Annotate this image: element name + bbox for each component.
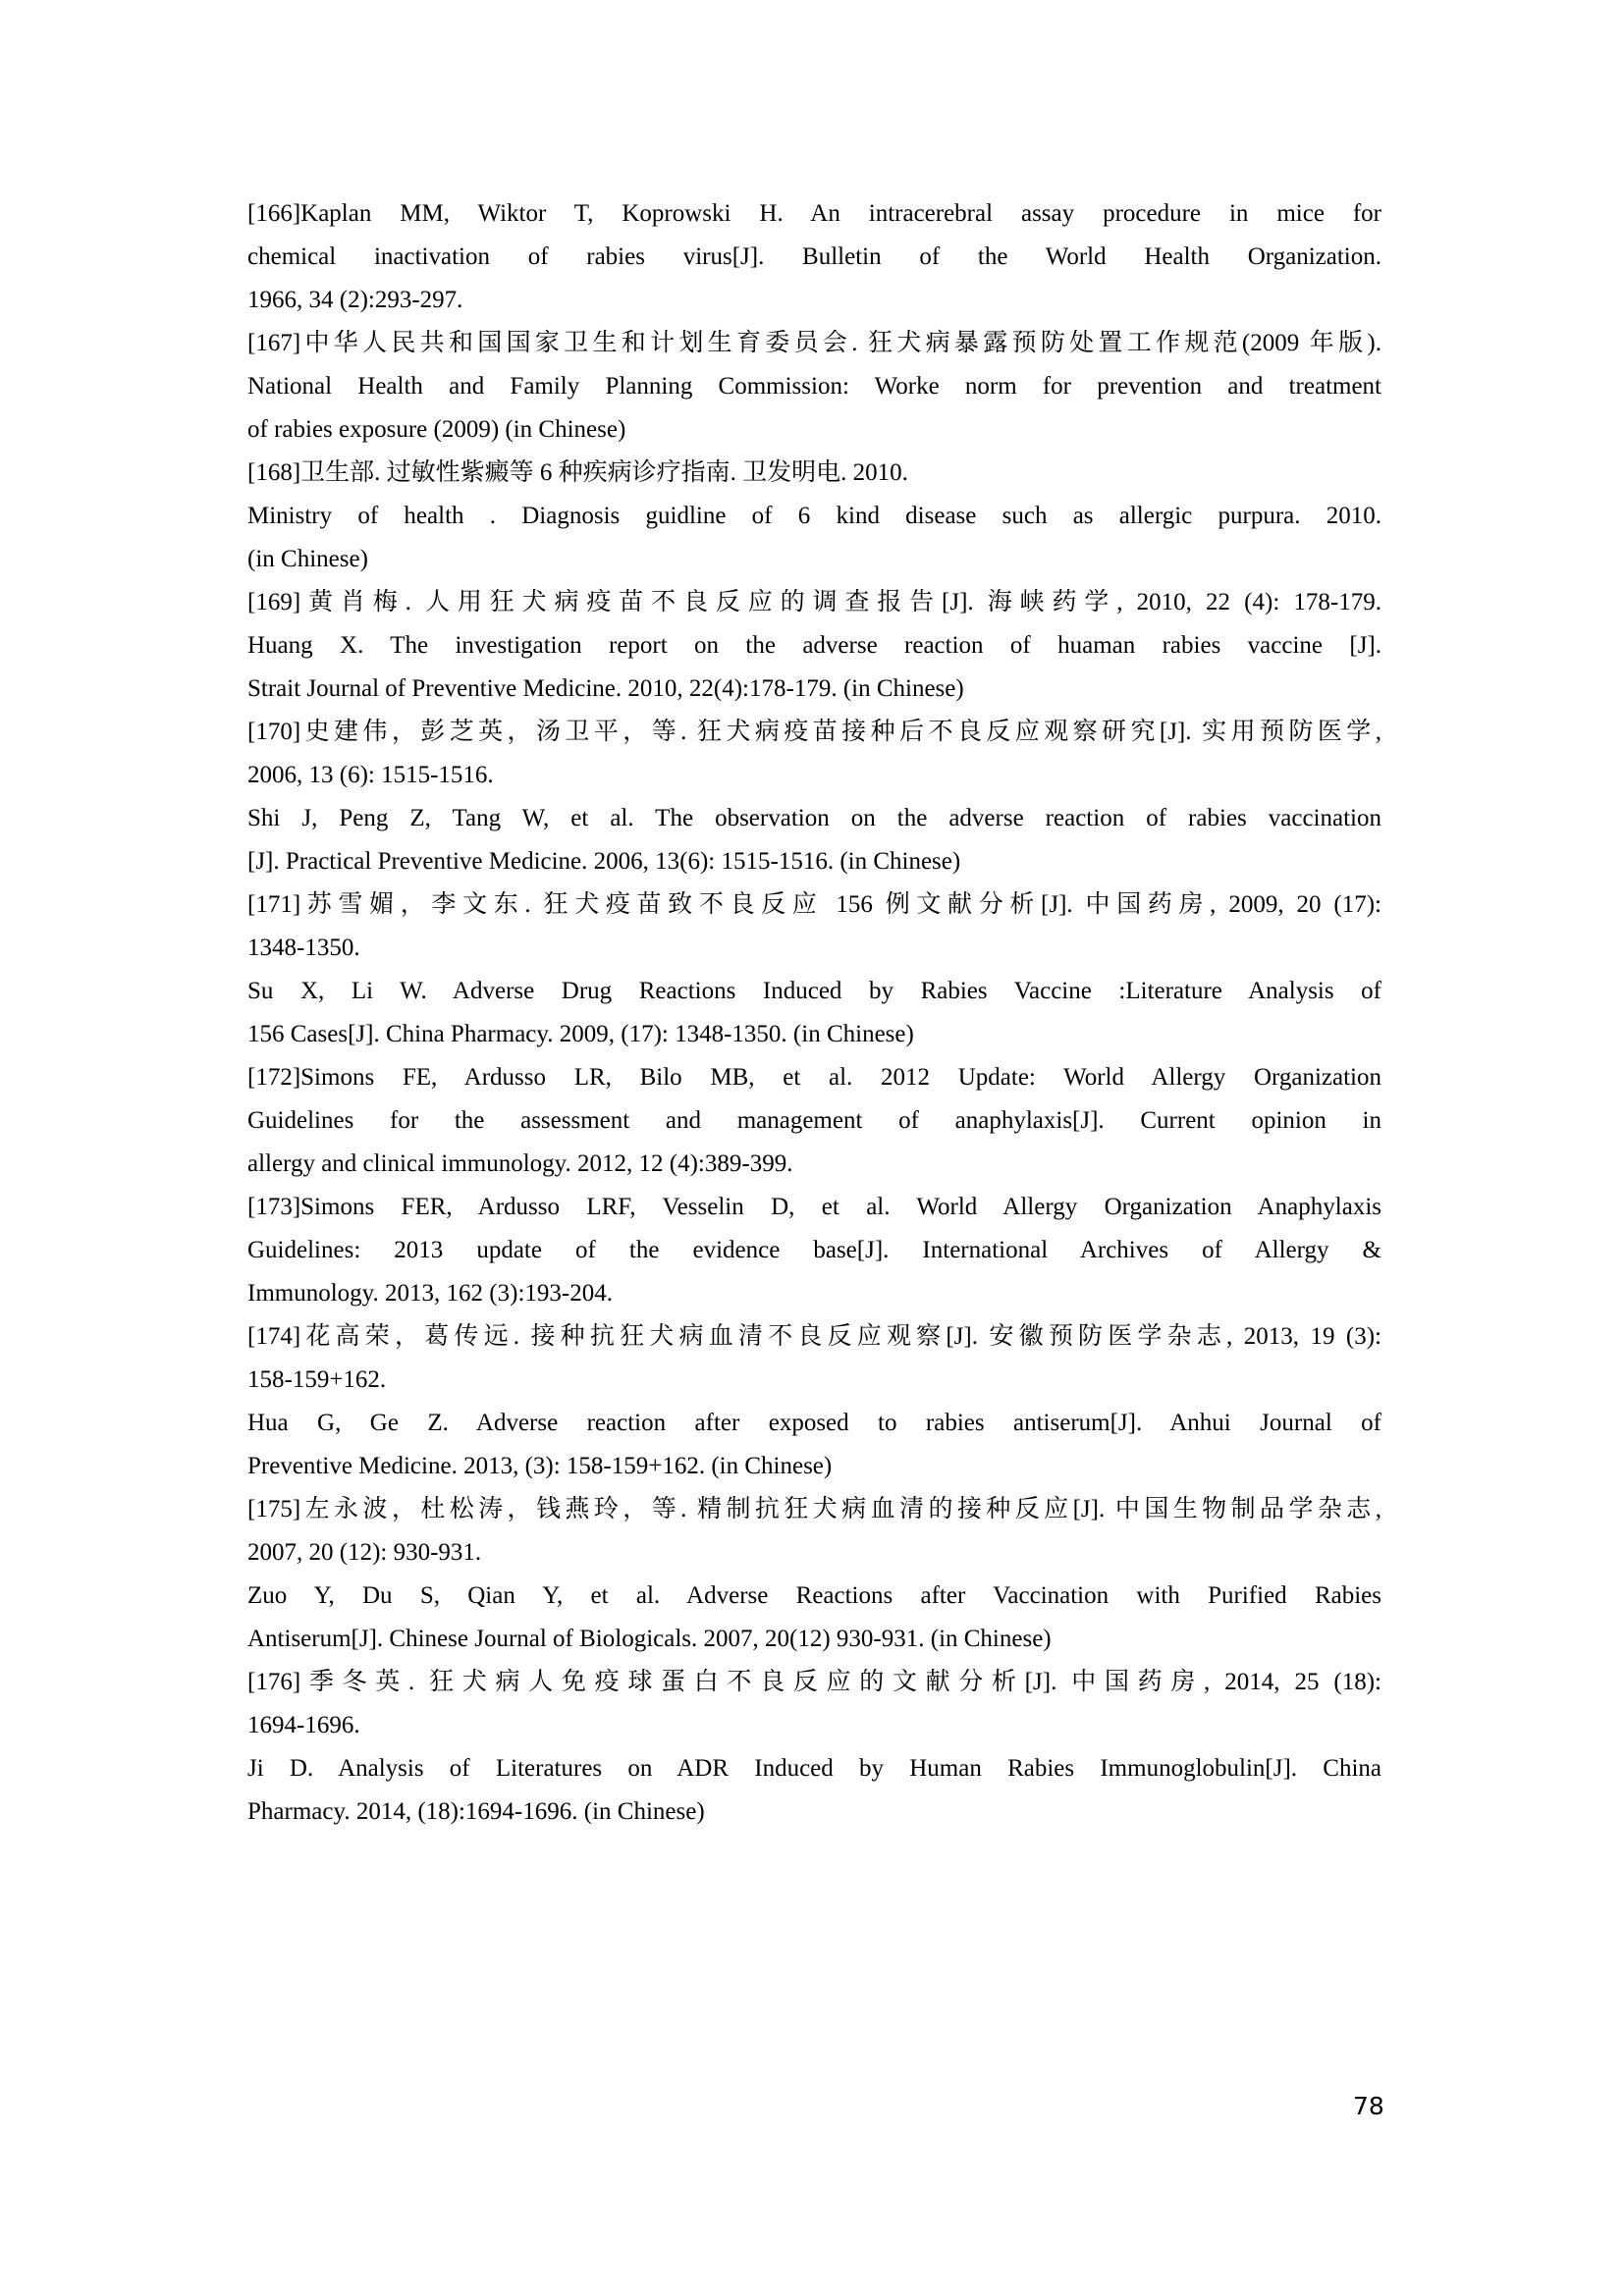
reference-entry	[247, 452, 1381, 581]
reference-line: [J]. Practical Preventive Medicine. 2006, 13(6): 1515-1516. (in Chinese)	[247, 848, 961, 875]
reference-line: [175]左永波，杜松涛，钱燕玲，等. 精制抗狂犬病血清的接种反应[J]. 中国生物制品学杂志,	[247, 1496, 1381, 1522]
reference-line: [173]Simons FER, Ardusso LRF, Vesselin D, et al. World Allergy Organization Anaphylaxis	[247, 1194, 1381, 1220]
reference-line: Guidelines: 2013 update of the evidence base[J]. International Archives of Allergy &	[247, 1237, 1381, 1263]
reference-line: 1966, 34 (2):293-297.	[247, 287, 463, 313]
reference-line: [168]卫生部. 过敏性紫癜等 6 种疾病诊疗指南. 卫发明电. 2010.	[247, 459, 908, 486]
reference-line: 1694-1696.	[247, 1712, 360, 1738]
reference-line: 158-159+162.	[247, 1366, 387, 1393]
reference-line: chemical inactivation of rabies virus[J]. Bulletin of the World Health Organization.	[247, 243, 1381, 270]
reference-entry	[247, 1315, 1381, 1488]
reference-line: [172]Simons FE, Ardusso LR, Bilo MB, et al. 2012 Update: World Allergy Organization	[247, 1064, 1381, 1091]
reference-line: [169]黄肖梅. 人用狂犬病疫苗不良反应的调查报告[J]. 海峡药学, 2010, 22 (4): 178-179.	[247, 589, 1381, 615]
reference-entry	[247, 711, 1381, 883]
reference-entry	[247, 1056, 1381, 1186]
reference-entry	[247, 883, 1381, 1056]
reference-line: [171]苏雪媚，李文东. 狂犬疫苗致不良反应 156 例文献分析[J]. 中国药房, 2009, 20 (17):	[247, 891, 1381, 918]
reference-line: Antiserum[J]. Chinese Journal of Biologicals. 2007, 20(12) 930-931. (in Chinese)	[247, 1626, 1052, 1652]
reference-line: 2006, 13 (6): 1515-1516.	[247, 762, 494, 788]
reference-line: Preventive Medicine. 2013, (3): 158-159+162. (in Chinese)	[247, 1453, 833, 1479]
reference-line: Zuo Y, Du S, Qian Y, et al. Adverse Reactions after Vaccination with Purified Rabies	[247, 1582, 1381, 1609]
reference-entry	[247, 192, 1381, 322]
reference-entry	[247, 1488, 1381, 1661]
reference-line: [176]季冬英. 狂犬病人免疫球蛋白不良反应的文献分析[J]. 中国药房, 2014, 25 (18):	[247, 1669, 1381, 1695]
reference-line: [170]史建伟，彭芝英，汤卫平，等. 狂犬病疫苗接种后不良反应观察研究[J]. 实用预防医学,	[247, 719, 1381, 745]
reference-line: 1348-1350.	[247, 934, 360, 961]
reference-line: Huang X. The investigation report on the adverse reaction of huaman rabies vaccine [J].	[247, 632, 1381, 659]
reference-line: [167]中华人民共和国国家卫生和计划生育委员会. 狂犬病暴露预防处置工作规范(2009 年版).	[247, 330, 1381, 356]
reference-line: Ministry of health . Diagnosis guidline of 6 kind disease such as allergic purpura. 2010.	[247, 503, 1381, 529]
page-number: 78	[1353, 2092, 1384, 2120]
reference-line: of rabies exposure (2009) (in Chinese)	[247, 416, 626, 443]
reference-line: National Health and Family Planning Commission: Worke norm for prevention and treatment	[247, 373, 1381, 400]
reference-line: Strait Journal of Preventive Medicine. 2010, 22(4):178-179. (in Chinese)	[247, 675, 964, 702]
references-list	[247, 192, 1381, 1834]
reference-line: Pharmacy. 2014, (18):1694-1696. (in Chinese)	[247, 1798, 705, 1825]
reference-line: Hua G, Ge Z. Adverse reaction after exposed to rabies antiserum[J]. Anhui Journal of	[247, 1410, 1381, 1436]
reference-line: [174]花高荣，葛传远. 接种抗狂犬病血清不良反应观察[J]. 安徽预防医学杂志, 2013, 19 (3):	[247, 1323, 1381, 1350]
reference-line: [166]Kaplan MM, Wiktor T, Koprowski H. An intracerebral assay procedure in mice for	[247, 200, 1381, 227]
reference-line: 2007, 20 (12): 930-931.	[247, 1539, 482, 1566]
reference-line: Immunology. 2013, 162 (3):193-204.	[247, 1280, 613, 1307]
reference-line: 156 Cases[J]. China Pharmacy. 2009, (17): 1348-1350. (in Chinese)	[247, 1021, 914, 1047]
reference-line: Ji D. Analysis of Literatures on ADR Induced by Human Rabies Immunoglobulin[J]. China	[247, 1755, 1381, 1782]
reference-line: Shi J, Peng Z, Tang W, et al. The observation on the adverse reaction of rabies vaccination	[247, 805, 1381, 831]
reference-line: Su X, Li W. Adverse Drug Reactions Induced by Rabies Vaccine :Literature Analysis of	[247, 978, 1381, 1004]
reference-entry	[247, 1661, 1381, 1834]
reference-entry	[247, 1186, 1381, 1315]
reference-entry	[247, 322, 1381, 452]
reference-line: (in Chinese)	[247, 546, 368, 572]
reference-entry	[247, 581, 1381, 711]
reference-line: Guidelines for the assessment and management of anaphylaxis[J]. Current opinion in	[247, 1107, 1381, 1134]
reference-line: allergy and clinical immunology. 2012, 12 (4):389-399.	[247, 1150, 793, 1177]
